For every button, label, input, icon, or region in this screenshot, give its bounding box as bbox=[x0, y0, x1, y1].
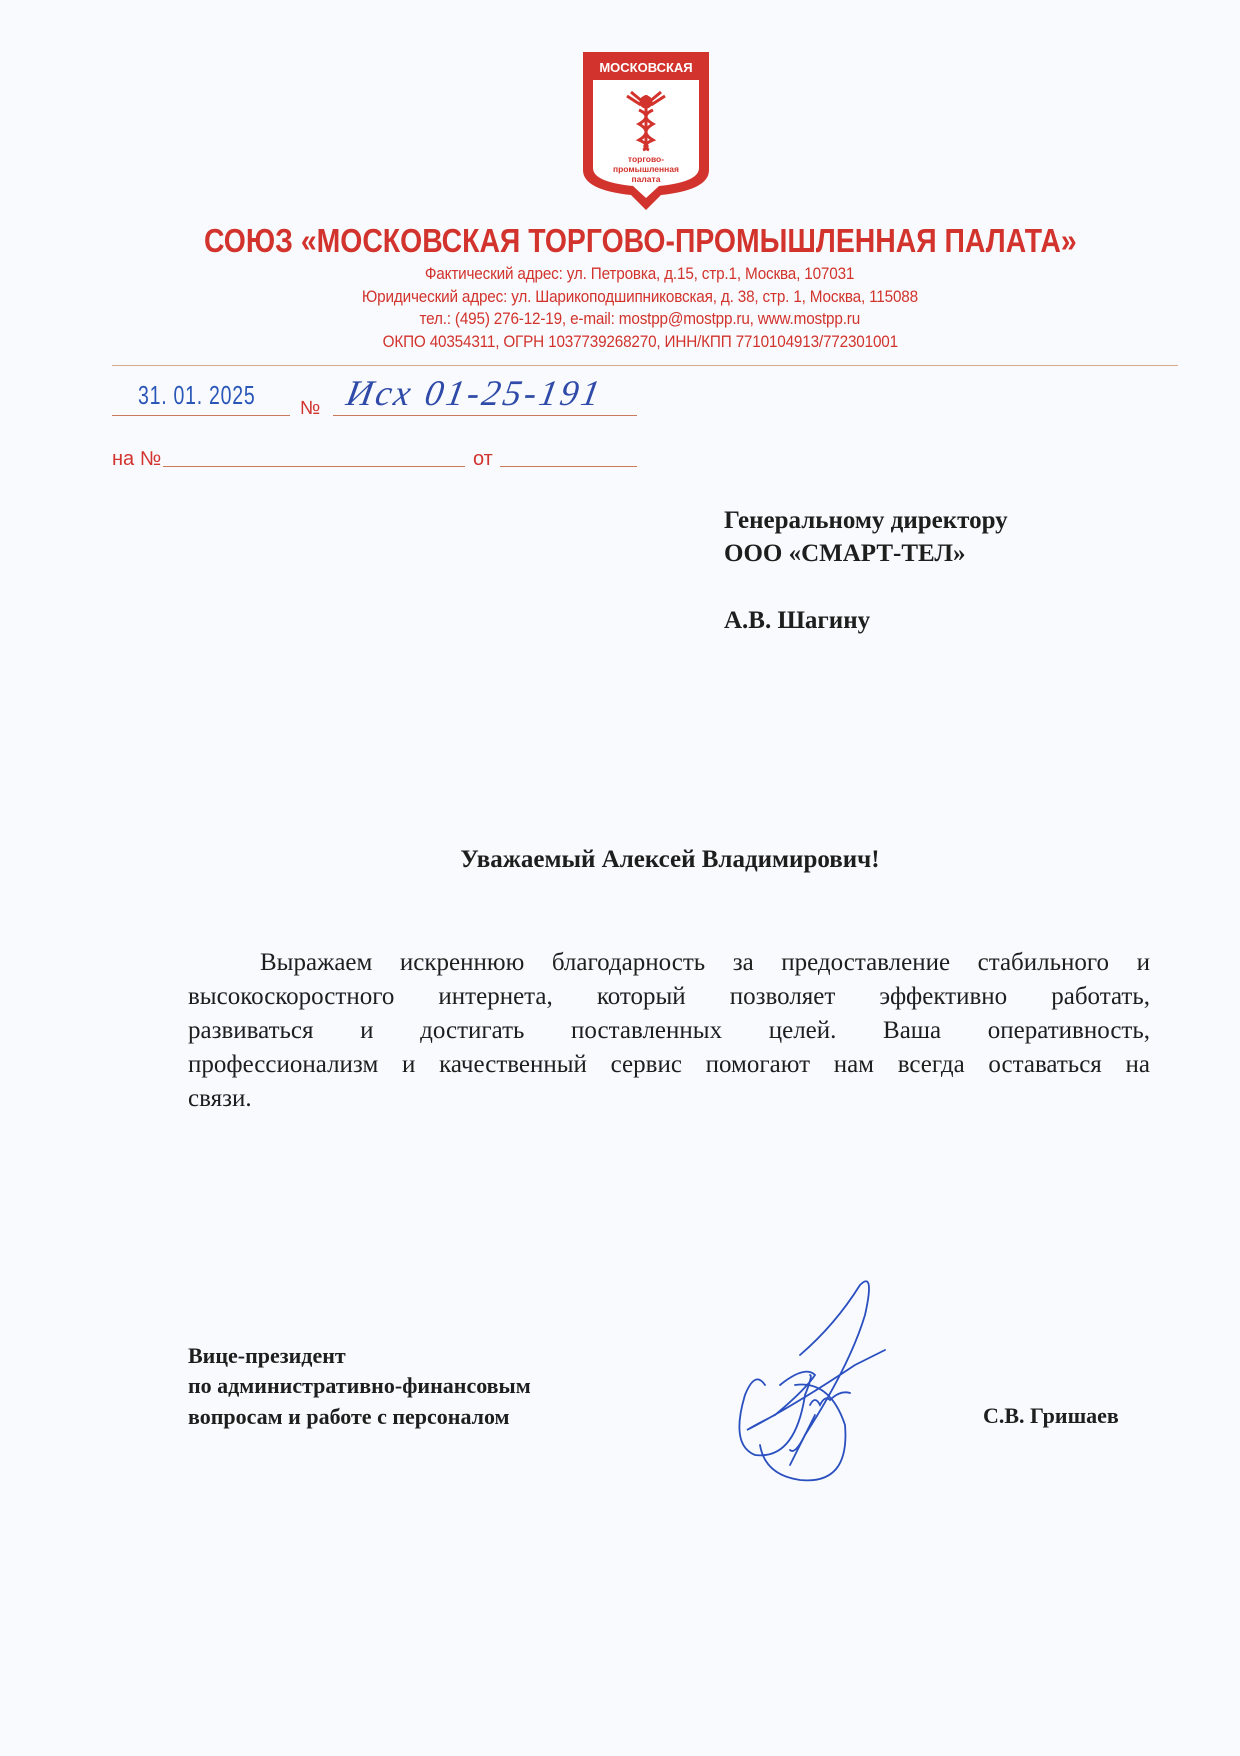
handwritten-signature bbox=[735, 1275, 905, 1495]
address-line: ОКПО 40354311, ОГРН 1037739268270, ИНН/КПП 7710104913/772301001 bbox=[382, 332, 898, 351]
logo-text-line: торгово- bbox=[627, 154, 665, 164]
addressee-company: ООО «СМАРТ-ТЕЛ» bbox=[724, 540, 966, 567]
greeting: Уважаемый Алексей Владимирович! bbox=[460, 846, 880, 873]
date-underline bbox=[112, 415, 290, 416]
signer-title-line: по административно-финансовым bbox=[188, 1373, 531, 1398]
address-line: тел.: (495) 276-12-19, e-mail: mostpp@mostpp.ru, www.mostpp.ru bbox=[419, 309, 861, 328]
from-underline bbox=[500, 466, 637, 467]
signer-title-line: Вице-президент bbox=[188, 1343, 346, 1368]
body-line: развиваться и достигать поставленных целей. Ваша оперативность, bbox=[188, 1017, 1150, 1044]
header-divider bbox=[112, 365, 1178, 366]
reply-to-underline bbox=[163, 466, 465, 467]
signer-name: С.В. Гришаев bbox=[983, 1403, 1119, 1428]
body-line: профессионализм и качественный сервис помогают нам всегда оставаться на bbox=[188, 1051, 1150, 1078]
addressee-position: Генеральному директору bbox=[724, 507, 1008, 534]
from-label: от bbox=[473, 448, 493, 470]
chamber-logo bbox=[581, 50, 711, 212]
legal-address bbox=[0, 287, 1240, 307]
letter-date: 31. 01. 2025 bbox=[138, 380, 256, 410]
logo-text-line: палата bbox=[631, 174, 661, 184]
addressee-name: А.В. Шагину bbox=[724, 607, 871, 634]
organization-title-text: СОЮЗ «МОСКОВСКАЯ ТОРГОВО-ПРОМЫШЛЕННАЯ ПАЛАТА» bbox=[203, 222, 1077, 259]
address-line: Юридический адрес: ул. Шарикоподшипниковская, д. 38, стр. 1, Москва, 115088 bbox=[361, 287, 919, 306]
logo-text-line: промышленная bbox=[612, 164, 680, 174]
letter-number: Исх 01-25-191 bbox=[343, 373, 606, 413]
body-line: связи. bbox=[188, 1085, 252, 1112]
letter-body bbox=[188, 946, 1150, 1116]
organization-title bbox=[0, 222, 1240, 260]
body-line: высокоскоростного интернета, который позволяет эффективно работать, bbox=[188, 983, 1150, 1010]
address-line: Фактический адрес: ул. Петровка, д.15, стр.1, Москва, 107031 bbox=[425, 264, 855, 283]
reply-to-label: на № bbox=[112, 448, 162, 470]
number-underline bbox=[333, 415, 637, 416]
registration-codes bbox=[0, 332, 1240, 352]
signer-title-line: вопросам и работе с персоналом bbox=[188, 1404, 510, 1429]
number-label: № bbox=[300, 398, 321, 419]
contacts bbox=[0, 309, 1240, 329]
body-line: Выражаем искреннюю благодарность за предоставление стабильного и bbox=[260, 949, 1150, 976]
logo-text-top: МОСКОВСКАЯ bbox=[599, 60, 693, 75]
actual-address bbox=[0, 264, 1240, 284]
